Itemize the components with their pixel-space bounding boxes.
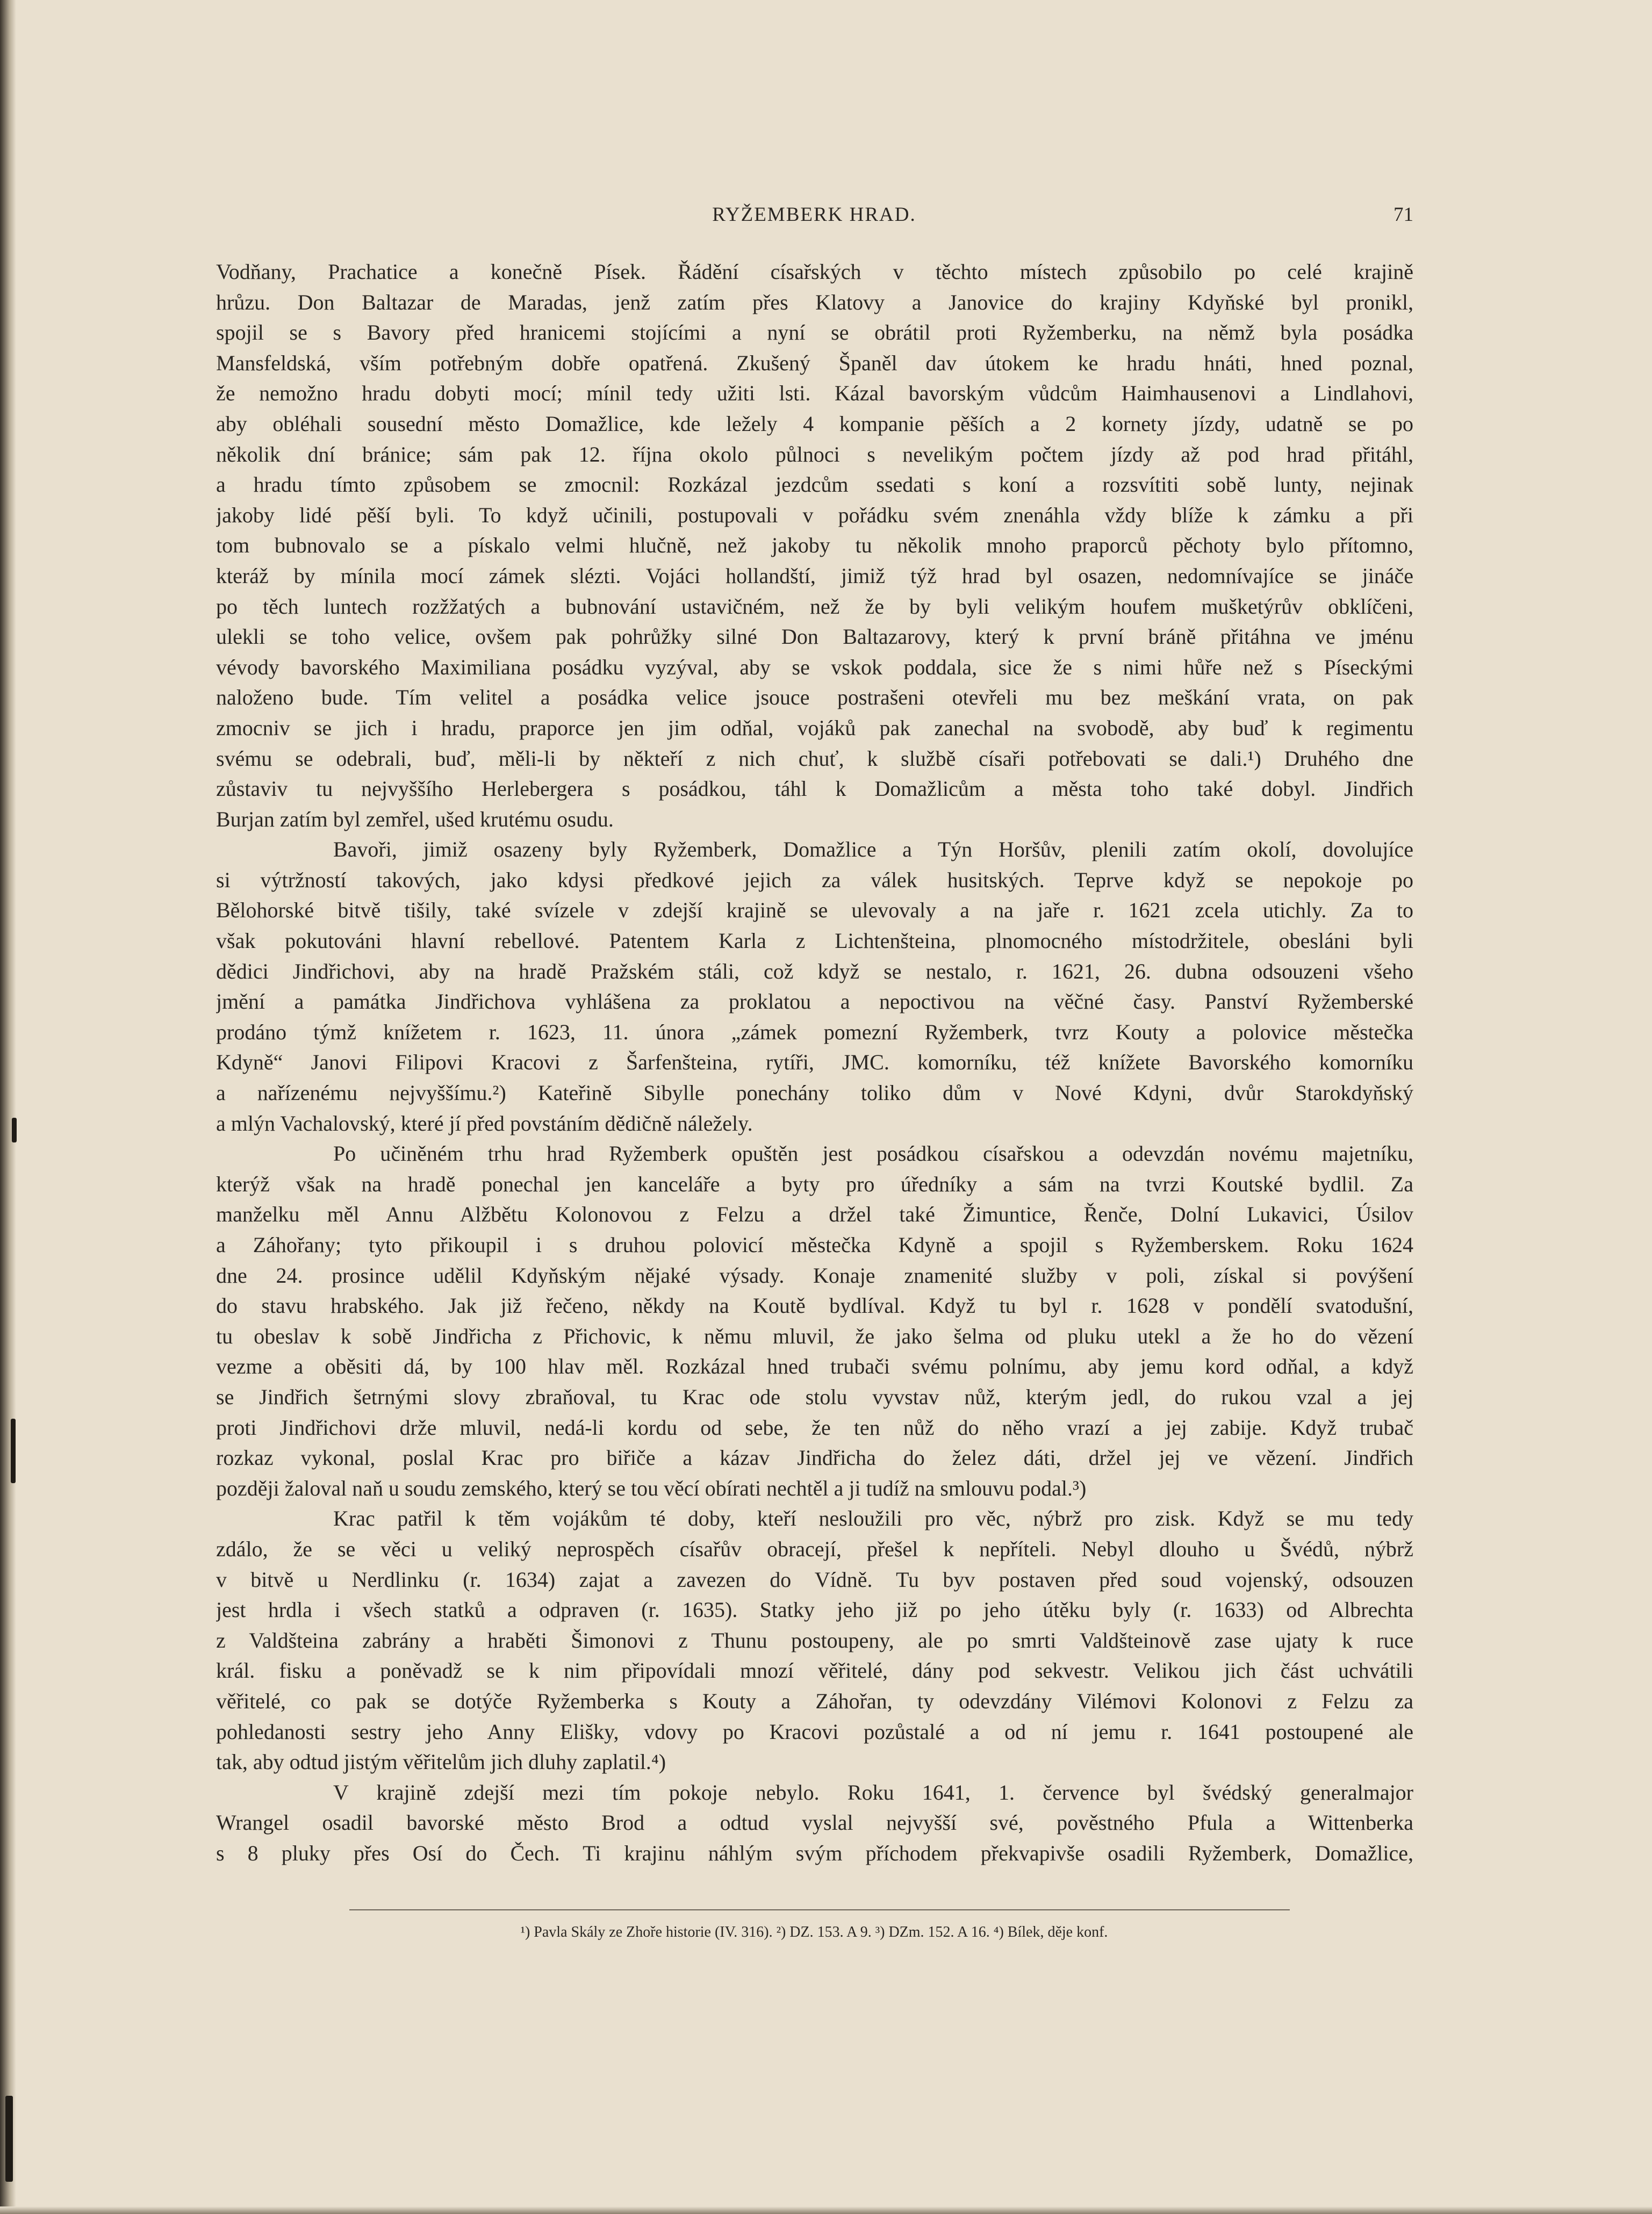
running-title: RYŽEMBERK HRAD. — [712, 204, 916, 226]
text-line: později žaloval naň u soudu zemského, který se tou věcí obírati nechtěl a ji tudíž na smlouvu podal.³) — [216, 1476, 1087, 1500]
text-line: s 8 pluky přes Osí do Čech. Ti krajinu náhlým svým příchodem překvapivše osadili Ryžemberk, Domažlice, — [216, 1841, 1413, 1865]
text-line: zůstaviv tu nejvyššího Herlebergera s posádkou, táhl k Domažlicům a města toho také dobyl. Jindřich — [216, 777, 1413, 801]
text-line: svému se odebrali, buď, měli-li by někteří z nich chuť, k službě císaři potřebovati se dali.¹) Druhého dne — [216, 746, 1413, 771]
text-line: že nemožno hradu dobyti mocí; mínil tedy užiti lsti. Kázal bavorským vůdcům Haimhausenovi a Lindlahovi, — [216, 381, 1413, 406]
text-line: v bitvě u Nerdlinku (r. 1634) zajat a zavezen do Vídně. Tu byv postaven před soud vojenský, odsouzen — [216, 1567, 1413, 1592]
text-line: kteráž by mínila mocí zámek slézti. Vojáci hollandští, jimiž týž hrad byl osazen, nedomnívajíce se jináče — [216, 563, 1413, 588]
page-binding-shadow — [0, 0, 16, 2214]
text-line: však pokutováni hlavní rebellové. Patentem Karla z Lichtenšteina, plnomocného místodržitele, obesláni byli — [216, 929, 1413, 953]
text-line: a nařízenému nejvyššímu.²) Kateřině Sibylle ponechány toliko dům v Nové Kdyni, dvůr Starokdyňský — [216, 1081, 1413, 1105]
text-line: tom bubnovalo se a pískalo velmi hlučně, než jakoby tu několik mnoho praporců pěchoty bylo přítomno, — [216, 533, 1413, 558]
text-line: jmění a památka Jindřichova vyhlášena za proklatou a nepoctivou na věčné časy. Panství Ryžemberské — [216, 989, 1413, 1014]
page-header — [215, 203, 1413, 235]
text-line: a mlýn Vachalovský, které jí před povstáním dědičně náležely. — [216, 1111, 753, 1135]
text-line: tu obeslav k sobě Jindřicha z Přichovic, k němu mluvil, že jako šelma od pluku utekl a že ho do vězení — [216, 1324, 1413, 1348]
text-line: zmocniv se jich i hradu, praporce jen jim odňal, vojáků pak zanechal na svobodě, aby buď k regimentu — [216, 715, 1413, 740]
text-line: Bavoři, jimiž osazeny byly Ryžemberk, Domažlice a Týn Horšův, plenili zatím okolí, dovolujíce — [333, 837, 1413, 862]
text-line: vezme a oběsiti dá, by 100 hlav měl. Rozkázal hned trubači svému polnímu, aby jemu kord odňal, a když — [216, 1354, 1413, 1379]
binding-mark — [12, 1118, 17, 1142]
text-line: naloženo bude. Tím velitel a posádka velice jsouce postrašeni otevřeli mu bez meškání vrata, on pak — [216, 685, 1413, 710]
text-line: Wrangel osadil bavorské město Brod a odtud vyslal nejvyšší své, pověstného Pfula a Wittenberka — [216, 1810, 1413, 1835]
text-line: dědici Jindřichovi, aby na hradě Pražském stáli, což když se nestalo, r. 1621, 26. dubna odsouzeni všeho — [216, 959, 1413, 983]
text-line: se Jindřich šetrnými slovy zbraňoval, tu Krac ode stolu vyvstav nůž, kterým jedl, do rukou vzal a jej — [216, 1384, 1413, 1409]
page-number: 71 — [1394, 204, 1413, 226]
footnotes: ¹) Pavla Skály ze Zhoře historie (IV. 316). ²) DZ. 153. A 9. ³) DZm. 152. A 16. ⁴) Bílek, děje konf. — [520, 1924, 1108, 1940]
text-line: si výtržností takových, jako kdysi předkové jejich za válek husitských. Teprve když se nepokoje po — [216, 867, 1413, 892]
text-line: a hradu tímto způsobem se zmocnil: Rozkázal jezdcům ssedati s koní a rozsvítiti sobě lunty, nejinak — [216, 472, 1413, 497]
footnote-divider — [349, 1909, 1290, 1910]
text-line: Bělohorské bitvě tišily, také svízele v zdejší krajině se ulevovaly a na jaře r. 1621 zcela utichly. Za to — [216, 898, 1413, 923]
text-line: ulekli se toho velice, ovšem pak pohrůžky silné Don Baltazarovy, který k první bráně přitáhna ve jménu — [216, 624, 1413, 649]
text-line: rozkaz vykonal, poslal Krac pro biřiče a kázav Jindřicha do želez dáti, držel jej ve vězení. Jindřich — [216, 1446, 1413, 1470]
text-line: kterýž však na hradě ponechal jen kanceláře a byty pro úředníky a sám na tvrzi Koutské bydlil. Za — [216, 1171, 1413, 1196]
text-line: po těch luntech rozžžatých a bubnování ustavičném, než že by byli velikým houfem mušketýrův obklíčeni, — [216, 594, 1413, 619]
text-line: prodáno týmž knížetem r. 1623, 11. února „zámek pomezní Ryžemberk, tvrz Kouty a polovice městečka — [216, 1019, 1413, 1044]
text-line: do stavu hrabského. Jak již řečeno, někdy na Koutě bydlíval. Když tu byl r. 1628 v pondělí svatodušní, — [216, 1293, 1413, 1318]
text-line: Po učiněném trhu hrad Ryžemberk opuštěn jest posádkou císařskou a odevzdán novému majetníku, — [333, 1141, 1413, 1166]
text-line: král. fisku a poněvadž se k nim připovídali mnozí věřitelé, dány pod sekvestr. Velikou jich část uchvátili — [216, 1658, 1413, 1683]
text-line: spojil se s Bavory před hranicemi stojícími a nyní se obrátil proti Ryžemberku, na němž byla posádka — [216, 320, 1413, 345]
body-text — [216, 257, 1413, 1868]
text-line: a Záhořany; tyto přikoupil i s druhou polovicí městečka Kdyně a spojil s Ryžemberskem. Roku 1624 — [216, 1233, 1413, 1257]
text-line: aby obléhali sousední město Domažlice, kde ležely 4 kompanie pěších a 2 kornety jízdy, udatně se po — [216, 411, 1413, 436]
text-line: pohledanosti sestry jeho Anny Elišky, vdovy po Kracovi pozůstalé a od ní jemu r. 1641 postoupené ale — [216, 1719, 1413, 1744]
binding-mark — [11, 1419, 16, 1483]
text-line: proti Jindřichovi drže mluvil, nedá-li kordu od sebe, že ten nůž do něho vrazí a jej zabije. Když trubač — [216, 1415, 1413, 1440]
text-line: několik dní bránice; sám pak 12. října okolo půlnoci s nevelikým počtem jízdy až pod hrad přitáhl, — [216, 442, 1413, 466]
text-line: Burjan zatím byl zemřel, ušed krutému osudu. — [216, 807, 614, 831]
text-line: hrůzu. Don Baltazar de Maradas, jenž zatím přes Klatovy a Janovice do krajiny Kdyňské byl pronikl, — [216, 290, 1413, 314]
page-bottom-shadow — [0, 2206, 1652, 2214]
text-line: vévody bavorského Maximiliana posádku vyzýval, aby se vskok poddala, sice že s nimi hůře než s Píseckými — [216, 655, 1413, 679]
text-line: Kdyně“ Janovi Filipovi Kracovi z Šarfenšteina, rytíři, JMC. komorníku, též knížete Bavorského komorníku — [216, 1050, 1413, 1075]
text-line: jakoby lidé pěší byli. To když učinili, postupovali v pořádku svém znenáhla vždy blíže k zámku a při — [216, 502, 1413, 527]
text-line: V krajině zdejší mezi tím pokoje nebylo. Roku 1641, 1. července byl švédský generalmajor — [333, 1780, 1413, 1805]
text-line: Krac patřil k těm vojákům té doby, kteří nesloužili pro věc, nýbrž pro zisk. Když se mu tedy — [333, 1506, 1413, 1531]
text-line: manželku měl Annu Alžbětu Kolonovou z Felzu a držel také Žimuntice, Řenče, Dolní Lukavici, Úsilov — [216, 1202, 1413, 1227]
text-line: z Valdšteina zabrány a hraběti Šimonovi z Thunu postoupeny, ale po smrti Valdšteinově zase ujaty k ruce — [216, 1628, 1413, 1652]
text-line: zdálo, že se věci u veliký neprospěch císařův obracejí, přešel k nepříteli. Nebyl dlouho u Švédů, nýbrž — [216, 1536, 1413, 1561]
text-line: Mansfeldská, vším potřebným dobře opatřená. Zkušený Španěl dav útokem ke hradu hnáti, hned poznal, — [216, 350, 1413, 375]
text-line: věřitelé, co pak se dotýče Ryžemberka s Kouty a Záhořan, ty odevzdány Vilémovi Kolonovi z Felzu za — [216, 1688, 1413, 1713]
text-line: tak, aby odtud jistým věřitelům jich dluhy zaplatil.⁴) — [216, 1750, 666, 1774]
text-line: Vodňany, Prachatice a konečně Písek. Řádění císařských v těchto místech způsobilo po celé krajině — [216, 260, 1413, 284]
binding-mark — [5, 2096, 13, 2182]
text-line: jest hrdla i všech statků a odpraven (r. 1635). Statky jeho již po jeho útěku byly (r. 1633) od Albrechta — [216, 1598, 1413, 1622]
text-line: dne 24. prosince udělil Kdyňským nějaké výsady. Konaje znamenité služby v poli, získal si povýšení — [216, 1263, 1413, 1288]
